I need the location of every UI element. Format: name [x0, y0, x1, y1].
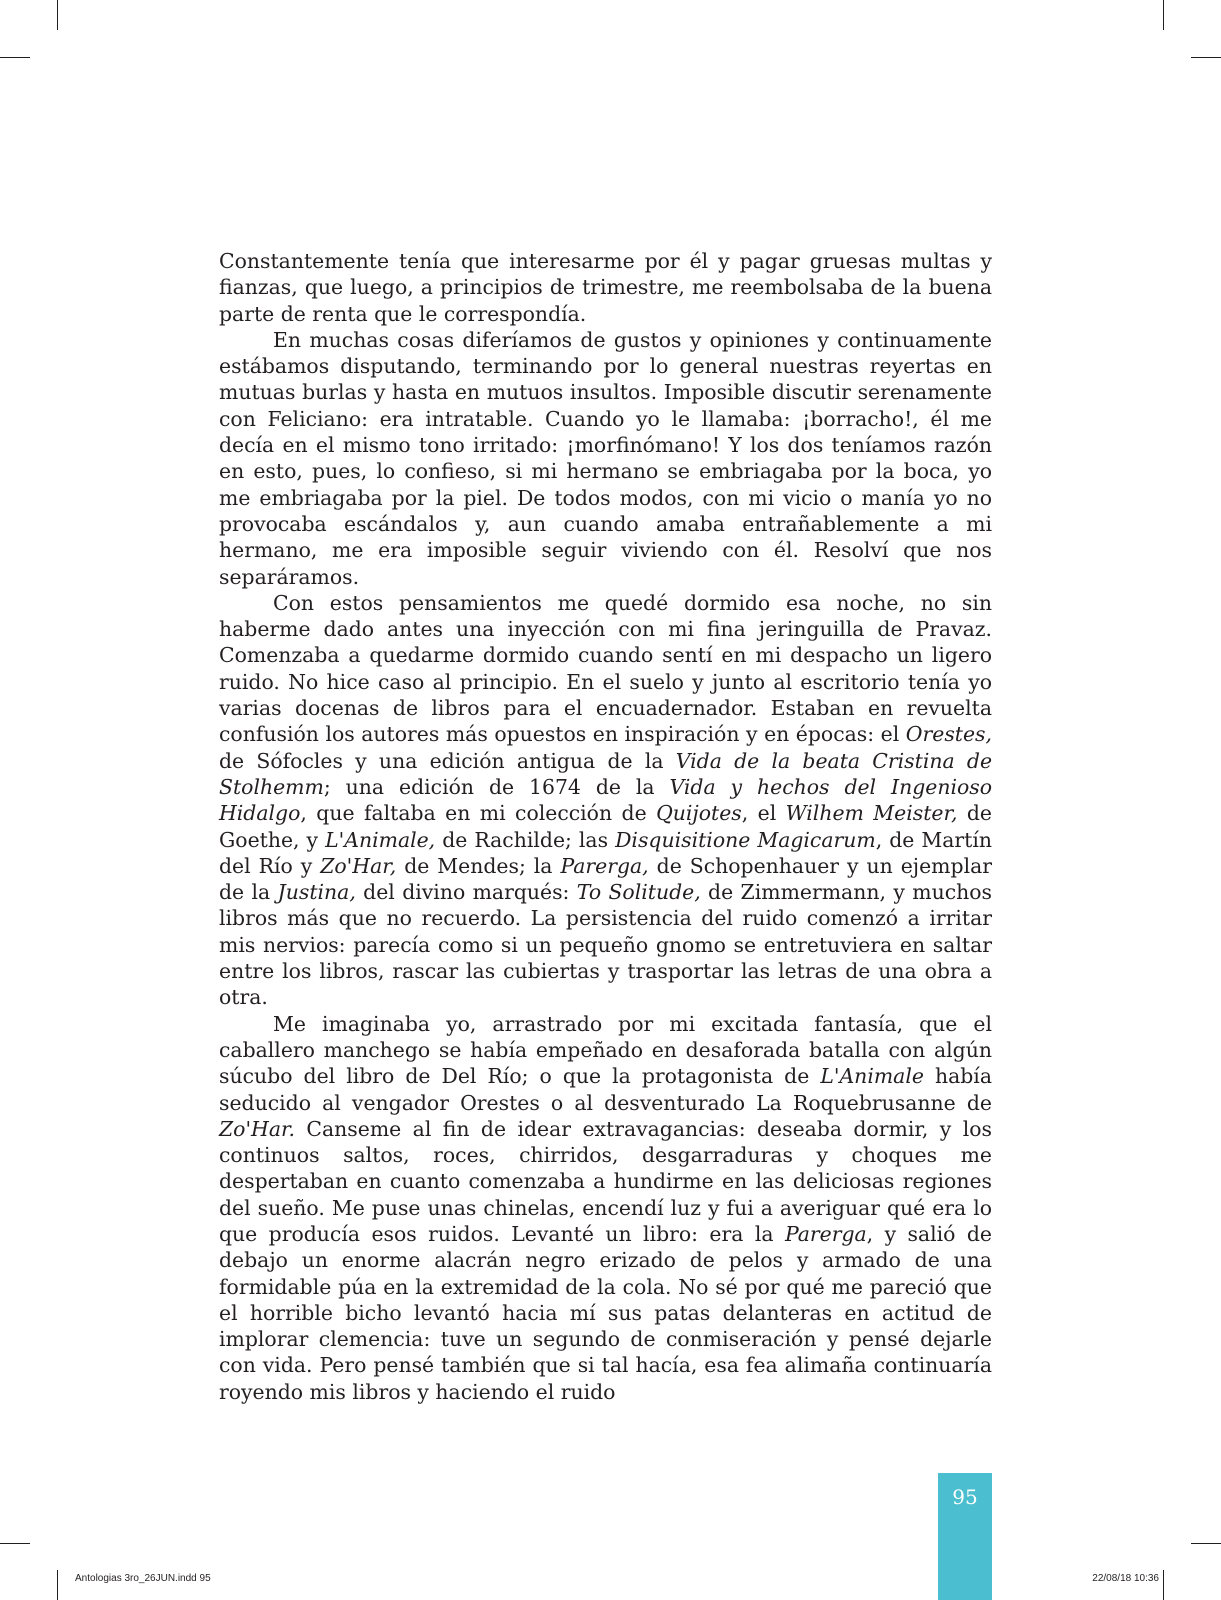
italic-title: Zo'Har, — [320, 853, 397, 878]
text-run: , de Martín del Río y — [219, 827, 992, 878]
slug-filename: Antologias 3ro_26JUN.indd 95 — [75, 1573, 211, 1584]
text-run: de Sófocles y una edición antigua de la — [219, 748, 676, 773]
italic-title: Orestes, — [905, 722, 992, 747]
text-run: , y salió de debajo un enorme alacrán negro erizado de pelos y armado de una formidable púa en la extremidad de la cola. No sé por qué me pareció que el horrible bicho levantó hacia mí sus patas delanteras en actitud de implorar clemencia: tuve un segundo de conmiseración y pensé dejarle con vida. Pero pensé también que si tal hacía, esa fea alimaña continuaría royendo mis libros y haciendo el ruido — [219, 1221, 992, 1404]
slug-datetime: 22/08/18 10:36 — [1092, 1573, 1159, 1584]
italic-title: Parerga, — [560, 853, 649, 878]
italic-title: L'Animale, — [325, 827, 436, 852]
crop-mark-left-bottom — [0, 1543, 30, 1544]
crop-mark-right-bottom — [1191, 1543, 1221, 1544]
italic-title: L'Animale — [820, 1064, 924, 1089]
text-run: del divino marqués: — [355, 880, 577, 905]
italic-title: Vida de la beata Cristina de Stolhemm — [219, 748, 993, 799]
text-run: , que faltaba en mi colección de — [300, 801, 657, 826]
text-run: de Rachilde; las — [435, 827, 616, 852]
text-run: ; una edición de 1674 de la — [323, 774, 670, 799]
text-run: había seducido al vengador Orestes o al desventurado La Roquebrusanne de — [219, 1064, 992, 1115]
text-run: Con estos pensamientos me quedé dormido esa noche, no sin haberme dado antes una inyección con mi fina jeringuilla de Pravaz. Comenzaba a quedarme dormido cuando sentí en mi despacho un ligero ruido. No hice caso al principio. En el suelo y junto al escritorio tenía yo varias docenas de libros para el encuadernador. Estaban en revuelta confusión los autores más opuestos en inspiración y en épocas: el — [219, 590, 992, 747]
text-run: Canseme al fin de idear extravagancias: deseaba dormir, y los continuos saltos, roces, chirridos, desgarraduras y choques me despertaban en cuanto comenzaba a hundirme en las deliciosas regiones del sueño. Me puse unas chinelas, encendí luz y fui a averiguar qué era lo que producía esos ruidos. Levanté un libro: era la — [219, 1116, 992, 1246]
text-run: de Schopenhauer y un ejemplar de la — [219, 853, 992, 905]
italic-title: Quijotes — [656, 801, 742, 826]
italic-title: Zo'Har. — [219, 1116, 295, 1141]
crop-mark-top-right — [1163, 0, 1164, 30]
italic-title: To Solitude, — [576, 880, 701, 905]
text-run: Me imaginaba yo, arrastrado por mi excitada fantasía, que el caballero manchego se había empeñado en desaforada batalla con algún súcubo del libro de Del Río; o que la protagonista de — [219, 1011, 992, 1089]
text-run: En muchas cosas diferíamos de gustos y opiniones y continuamente estábamos disputando, terminando por lo general nuestras reyertas en mutuas burlas y hasta en mutuos insultos. Imposible discutir serenamente con Feliciano: era intratable. Cuando yo le llamaba: ¡borracho!, él me decía en el mismo tono irritado: ¡morfinómano! Y los dos teníamos razón en esto, pues, lo confieso, si mi hermano se embriagaba por la boca, yo me embriagaba por la piel. De todos modos, con mi vicio o manía yo no provocaba escándalos y, aun cuando amaba entrañablemente a mi hermano, me era imposible seguir viviendo con él. Resolví que nos separáramos. — [219, 327, 992, 589]
crop-mark-left-top — [0, 57, 30, 58]
paragraph — [219, 1011, 992, 1405]
page-number-tab — [938, 1473, 992, 1600]
italic-title: Parerga — [784, 1221, 867, 1246]
italic-title: Justina, — [277, 880, 356, 905]
paragraph — [219, 248, 992, 327]
paragraph — [219, 327, 992, 590]
body-text — [219, 248, 992, 1405]
crop-mark-right-top — [1191, 57, 1221, 58]
crop-mark-bottom-right — [1163, 1570, 1164, 1600]
italic-title: Wilhem Meister, — [785, 801, 958, 826]
crop-mark-bottom-left — [57, 1570, 58, 1600]
text-run: , el — [741, 801, 786, 826]
text-run: de Mendes; la — [396, 853, 561, 878]
italic-title: Vida y hechos del Ingenioso Hidalgo — [219, 774, 992, 826]
text-run: de Goethe, y — [219, 801, 992, 852]
text-run: de Zimmermann, y muchos libros más que no recuerdo. La persistencia del ruido comenzó a irritar mis nervios: parecía como si un pequeño gnomo se entretuviera en saltar entre los libros, rascar las cubiertas y trasportar las letras de una obra a otra. — [219, 880, 992, 1010]
italic-title: Disquisitione Magicarum — [615, 827, 876, 852]
paragraph — [219, 590, 992, 1011]
text-run: Constantemente tenía que interesarme por él y pagar gruesas multas y fianzas, que luego, a principios de trimestre, me reembolsaba de la buena parte de renta que le correspondía. — [219, 249, 992, 326]
page-number: 95 — [952, 1485, 978, 1509]
crop-mark-top-left — [57, 0, 58, 30]
